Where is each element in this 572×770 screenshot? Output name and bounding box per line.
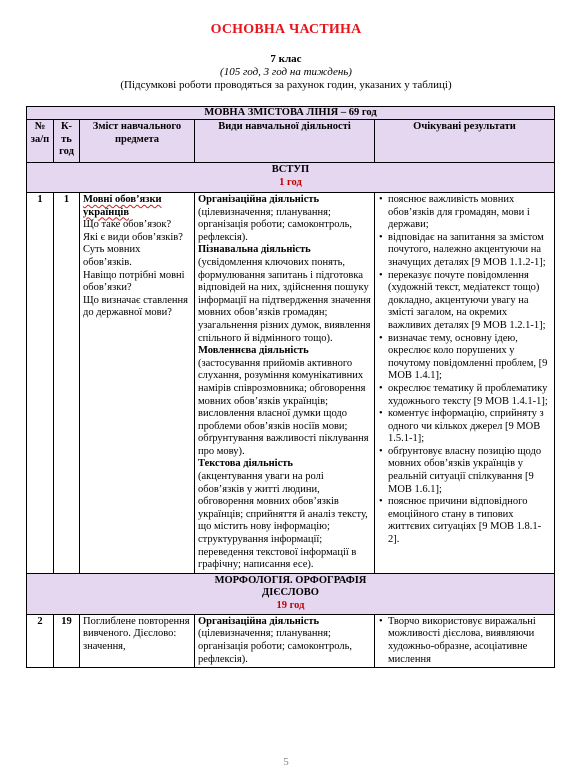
- content-line-row: [27, 107, 555, 120]
- header-content: Зміст навчального предмета: [80, 120, 195, 163]
- content-question: Що визначає ставлення до державної мови?: [83, 294, 188, 319]
- section-morphology-title: МОРФОЛОГІЯ. ОРФОГРАФІЯ: [214, 574, 367, 586]
- row-results: [375, 193, 555, 574]
- result-item: • переказує почуте повідомлення (художній текст, медіатекст тощо) докладно, акцентуючи увагу на змісті загалом, на окремих важливих деталях [9 МОВ 1.2.1-1];: [388, 270, 551, 333]
- content-question: Що таке обов’язок?: [83, 219, 172, 231]
- table-row: [27, 614, 555, 667]
- activity-heading: Організаційна діяльність: [198, 615, 320, 627]
- content-topic: Мовні обов’язки українців: [83, 194, 162, 218]
- activity-heading: Організаційна діяльність: [198, 194, 320, 205]
- grade-label: 7 клас: [270, 53, 302, 65]
- content-question: Навіщо потрібні мовні обов’язки?: [83, 269, 185, 294]
- curriculum-table: [26, 106, 555, 668]
- results-list: [378, 616, 551, 666]
- header-results: Очікувані результати: [375, 120, 555, 163]
- activity-heading: Пізнавальна діяльність: [198, 244, 311, 256]
- result-item: • Творчо використовує виражальні можливості дієслова, виявляючи художньо-образне, асоціативне мислення: [388, 616, 551, 666]
- result-item: • відповідає на запитання за змістом почутого, належно акцентуючи на значущих деталях [9 МОВ 1.1.2-1];: [388, 232, 551, 270]
- activity-text: (усвідомлення ключових понять, формулювання запитань і підготовка відповідей на них, здійснення пошуку інформації на підтвердження значення мовних обов’язків громадян; узагальнення різних думок, виявлення спільного й відмінного тощо).: [198, 256, 371, 344]
- section-morphology-subtitle: ДІЄСЛОВО: [262, 587, 319, 599]
- activity-block: [198, 458, 371, 571]
- table-row: [27, 193, 555, 574]
- result-item: • окреслює тематику й проблематику художнього тексту [9 МОВ 1.4.1-1];: [388, 383, 551, 408]
- activity-text: (цілевизначення; планування; організація роботи; самоконтроль, рефлексія).: [198, 206, 353, 243]
- row-activities: [195, 614, 375, 667]
- page-title: ОСНОВНА ЧАСТИНА: [210, 22, 362, 37]
- row-number: 1: [27, 193, 54, 574]
- section-intro-row: [27, 163, 555, 193]
- activity-text: (акцентування уваги на ролі обов’язків у житті людини, обговорення мовних обов’язків українців; сприйняття й аналіз тексту, що містить нову інформацію; структурування інформації; переведення текстової інформації в графічну; написання есе).: [198, 471, 368, 571]
- hours-per-week: (105 год, 3 год на тиждень): [220, 66, 352, 78]
- row-hours: 1: [54, 193, 80, 574]
- row-activities: [195, 193, 375, 574]
- activity-heading: Текстова діяльність: [198, 458, 293, 470]
- row-content: [80, 614, 195, 667]
- result-item: • коментує інформацію, сприйняту з одного чи кількох джерел [9 МОВ 1.5.1-1];: [388, 408, 551, 446]
- result-item: • пояснює важливість мовних обов’язків для громадян, мови і держави;: [388, 194, 551, 232]
- result-item: • визначає тему, основну ідею, окреслює коло порушених у почутому повідомленні проблем, [9 МОВ 1.4.1];: [388, 333, 551, 383]
- section-morphology-hours: 19 год: [276, 600, 305, 611]
- row-results: [375, 614, 555, 667]
- activity-heading: Мовленнєва діяльність: [198, 345, 309, 357]
- note-text: (Підсумкові роботи проводяться за рахунок годин, указаних у таблиці): [120, 79, 452, 91]
- activity-block: [198, 345, 371, 458]
- content-question: Які є види обов’язків?: [83, 231, 183, 243]
- activity-text: (цілевизначення; планування; організація роботи; самоконтроль, рефлексія).: [198, 628, 353, 665]
- content-line-title: МОВНА ЗМІСТОВА ЛІНІЯ – 69 год: [204, 107, 377, 118]
- activity-text: (застосування прийомів активного слухання, розуміння комунікативних намірів співрозмовника; обговорення мовних обов’язків українців; висловлення власної думки щодо проблеми обов’язків носіїв мови; обґрунтування важливості піклування про мову).: [198, 357, 369, 457]
- content-text: Поглиблене повторення вивченого. Дієслово: значення,: [83, 615, 190, 652]
- content-question: Суть мовних обов’язків.: [83, 244, 141, 268]
- header-count: К-ть год: [54, 120, 80, 163]
- activity-block: [198, 244, 371, 345]
- section-intro-hours: 1 год: [279, 176, 302, 188]
- section-morphology-row: [27, 573, 555, 614]
- row-number: 2: [27, 614, 54, 667]
- table-header-row: [27, 120, 555, 163]
- header-activities: Види навчальної діяльності: [195, 120, 375, 163]
- page-number: 5: [283, 756, 289, 768]
- activity-block: [198, 194, 371, 244]
- row-hours: 19: [54, 614, 80, 667]
- row-content: [80, 193, 195, 574]
- activity-block: [198, 616, 371, 666]
- result-item: • пояснює причини відповідного емоційного стану в типових життєвих ситуаціях [9 МОВ 1.8.1-2].: [388, 496, 551, 546]
- header-num: № за/п: [27, 120, 54, 163]
- section-intro-title: ВСТУП: [271, 164, 310, 175]
- results-list: [378, 194, 551, 547]
- result-item: • обґрунтовує власну позицію щодо мовних обов’язків українців у реальній ситуації спілкування [9 МОВ 1.6.1];: [388, 446, 551, 496]
